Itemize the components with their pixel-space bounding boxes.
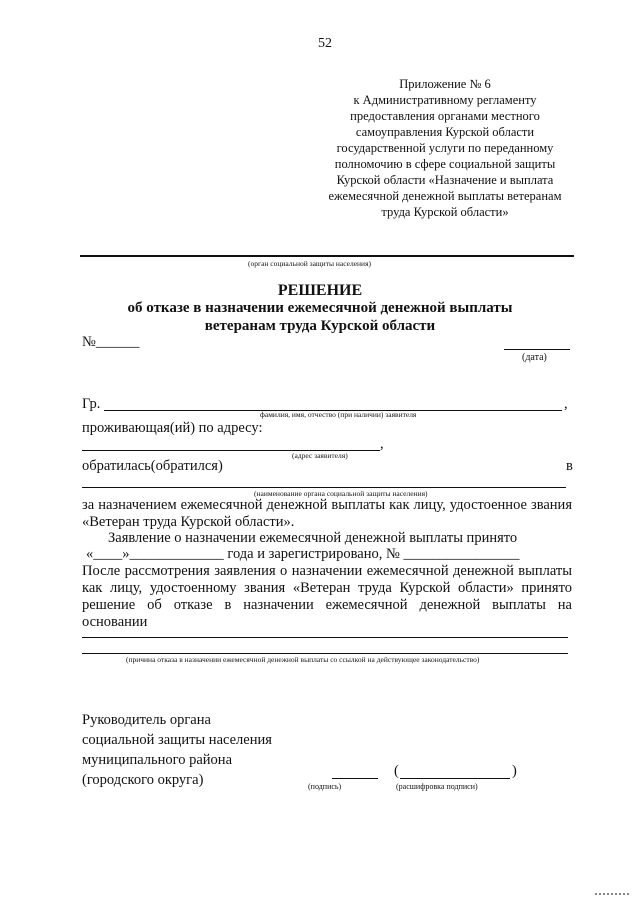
appendix-line: предоставления органами местного bbox=[350, 109, 540, 123]
decode-close-paren: ) bbox=[512, 763, 517, 779]
paragraph-registered: «____»_____________ года и зарегистрировано, № ________________ bbox=[86, 546, 520, 562]
reason-caption: (причина отказа в назначении ежемесячной денежной выплаты со ссылкой на действующее законодательство) bbox=[126, 655, 480, 664]
document-subtitle-2: ветеранам труда Курской области bbox=[204, 318, 436, 334]
scan-artifact bbox=[595, 893, 629, 895]
signatory-line: муниципального района bbox=[82, 752, 232, 768]
address-caption: (адрес заявителя) bbox=[292, 451, 348, 460]
citizen-comma: , bbox=[564, 396, 568, 412]
applied-label: обратилась(обратился) bbox=[82, 458, 223, 474]
appendix-line: самоуправления Курской области bbox=[355, 125, 535, 139]
appendix-header bbox=[300, 76, 590, 220]
signatory-block bbox=[82, 710, 272, 790]
signature-caption: (подпись) bbox=[308, 782, 342, 791]
paragraph-accepted: Заявление о назначении ежемесячной денежной выплаты принято bbox=[108, 530, 518, 546]
citizen-caption: фамилия, имя, отчество (при наличии) заявителя bbox=[260, 410, 417, 419]
organ-line bbox=[80, 255, 574, 257]
appendix-line: труда Курской области» bbox=[381, 205, 509, 219]
reason-line-2 bbox=[82, 653, 568, 654]
reason-line-1 bbox=[82, 637, 568, 638]
appendix-line: Приложение № 6 bbox=[399, 77, 491, 91]
paragraph-application-purpose: за назначением ежемесячной денежной выплаты как лицу, удостоенное звания «Ветеран труда Курской области». bbox=[82, 497, 572, 530]
date-caption: (дата) bbox=[522, 352, 547, 363]
page-number: 52 bbox=[318, 36, 332, 51]
residing-label: проживающая(ий) по адресу: bbox=[82, 420, 263, 436]
signatory-line: Руководитель органа bbox=[82, 712, 211, 728]
organ-name-caption: (наименование органа социальной защиты населения) bbox=[254, 489, 428, 498]
appendix-line: государственной услуги по переданному bbox=[336, 141, 554, 155]
decode-open-paren: ( bbox=[394, 763, 399, 779]
appendix-line: к Административному регламенту bbox=[353, 93, 537, 107]
applied-suffix: в bbox=[566, 458, 573, 474]
address-comma: , bbox=[380, 436, 384, 452]
citizen-prefix: Гр. bbox=[82, 396, 101, 412]
paragraph-decision: После рассмотрения заявления о назначении ежемесячной денежной выплаты как лицу, удостоенному звания «Ветеран труда Курской области» принято решение об отказе в назначении ежемесячной денежной выплаты на основании bbox=[82, 563, 572, 630]
appendix-line: полномочию в сфере социальной защиты bbox=[334, 157, 556, 171]
document-subtitle: об отказе в назначении ежемесячной денежной выплаты bbox=[127, 300, 513, 316]
signature-line bbox=[332, 778, 378, 779]
date-line bbox=[504, 349, 570, 350]
appendix-line: ежемесячной денежной выплаты ветеранам bbox=[328, 189, 562, 203]
document-title: РЕШЕНИЕ bbox=[277, 282, 363, 299]
signatory-line: социальной защиты населения bbox=[82, 732, 272, 748]
organ-caption: (орган социальной защиты населения) bbox=[248, 259, 372, 268]
appendix-line: Курской области «Назначение и выплата bbox=[336, 173, 554, 187]
organ-name-line bbox=[82, 487, 566, 488]
signatory-line: (городского округа) bbox=[82, 772, 204, 788]
decode-line bbox=[400, 778, 510, 779]
decode-caption: (расшифровка подписи) bbox=[396, 782, 478, 791]
decision-number: №______ bbox=[82, 334, 140, 350]
